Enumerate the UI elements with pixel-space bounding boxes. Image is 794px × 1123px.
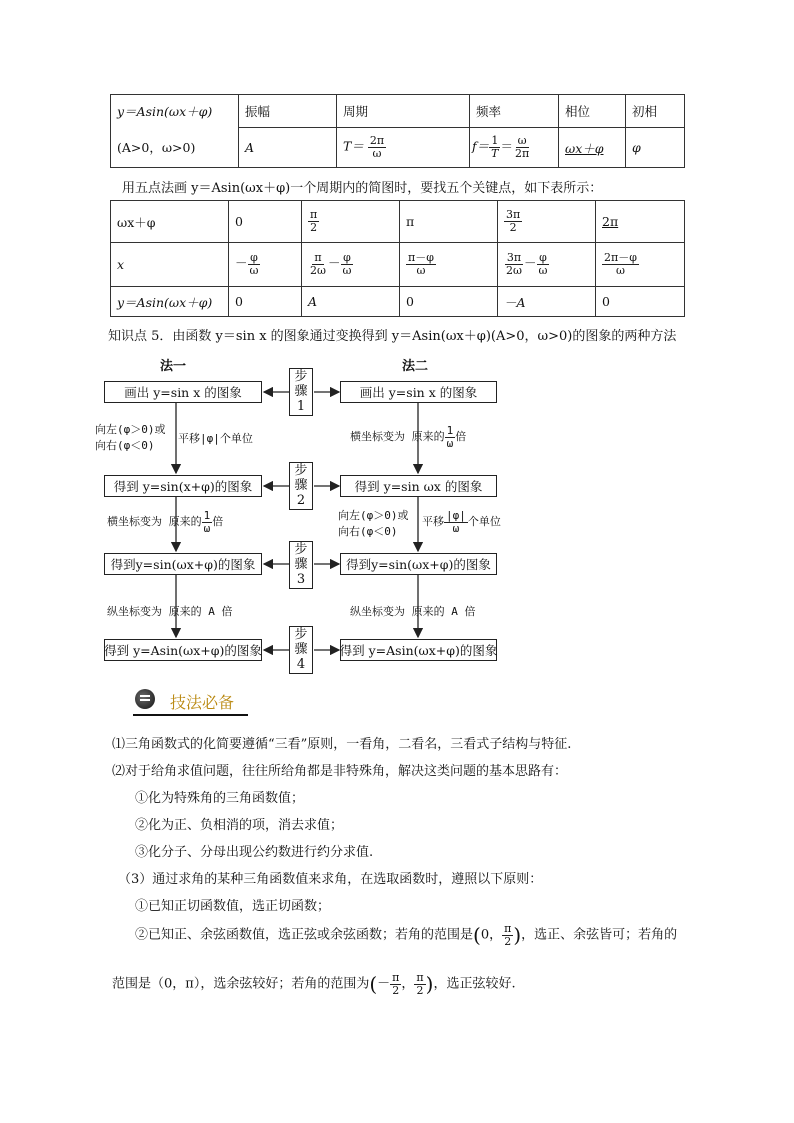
table1-header-phase: 相位 — [559, 95, 626, 128]
table2-row-header-x: x — [111, 243, 229, 287]
right-step3-box: 得到y=sin(ωx+φ)的图象 — [340, 553, 497, 575]
table1-header-frequency: 频率 — [470, 95, 559, 128]
table2-cell: $\frac{3\pi}{2}$ — [498, 201, 596, 243]
tip-3-c: 范围是（0，π），选余弦较好；若角的范围为(－ $\frac{\pi}{2}$ ， $\frac{\pi}{2}$ )，选正弦较好. — [112, 971, 516, 997]
left-note-shift-amount: 平移|φ|个单位 — [178, 432, 253, 445]
table2-cell: π — [400, 201, 498, 243]
table2-cell: 0 — [229, 201, 302, 243]
tip-3-b: ②已知正、余弦函数值，选正弦或余弦函数；若角的范围是(0， $\frac{\pi}{2}$ )，选正、余弦皆可；若角的 — [135, 922, 678, 948]
left-step3-box: 得到y=sin(ωx+φ)的图象 — [104, 553, 262, 575]
step2-box: 步 骤 2 — [289, 462, 313, 510]
table2-cell: $\frac{\pi-\varphi}{\omega}$ — [400, 243, 498, 287]
table2-row-header-angle: ωx＋φ — [111, 201, 229, 243]
table1-amplitude-value: A — [239, 128, 337, 168]
table2-cell: 0 — [229, 287, 302, 317]
table1-condition: (A>0，ω>0) — [111, 128, 239, 168]
left-note-vertical-scale: 纵坐标变为 原来的 A 倍 — [107, 605, 233, 618]
section-icon — [135, 689, 155, 709]
step3-box: 步 骤 3 — [289, 541, 313, 589]
right-note-horizontal-scale: 横坐标变为 原来的 $\frac{1}{\omega}$ 倍 — [350, 424, 467, 450]
section-underline — [133, 714, 248, 716]
left-note-horizontal-scale: 横坐标变为 原来的 $\frac{1}{\omega}$ 倍 — [107, 509, 224, 535]
tip-2: ⑵对于给角求值问题，往往所给角都是非特殊角，解决这类问题的基本思路有： — [112, 764, 568, 779]
step1-box: 步 骤 1 — [289, 368, 313, 416]
left-step4-box: 得到 y=Asin(ωx+φ)的图象 — [104, 639, 262, 661]
knowledge-point-5: 知识点 5．由函数 y＝sin x 的图象通过变换得到 y＝Asin(ωx＋φ)(A>0，ω>0)的图象的两种方法 — [108, 329, 677, 344]
right-step1-box: 画出 y=sin x 的图象 — [340, 381, 497, 403]
right-note-shift-amount: 平移 $\frac{|\varphi|}{\omega}$ 个单位 — [422, 509, 501, 535]
table2-row-header-y: y＝Asin(ωx＋φ) — [111, 287, 229, 317]
table2-cell: $\frac{\pi}{2}$ — [302, 201, 400, 243]
tip-1: ⑴三角函数式的化简要遵循“三看”原则，一看角，二看名，三看式子结构与特征. — [112, 737, 572, 752]
table1-phase-value: ωx＋φ — [559, 128, 626, 168]
five-point-intro: 用五点法画 y＝Asin(ωx＋φ)一个周期内的简图时，要找五个关键点，如下表所示： — [122, 181, 603, 196]
section-title: 技法必备 — [170, 693, 235, 712]
tip-3-a: ①已知正切函数值，选正切函数； — [135, 899, 331, 914]
tip-2-b: ②化为正、负相消的项，消去求值； — [135, 818, 344, 833]
table1-initial-phase-value: φ — [626, 128, 685, 168]
table2-cell: － $\frac{\varphi}{\omega}$ — [229, 243, 302, 287]
right-note-vertical-scale: 纵坐标变为 原来的 A 倍 — [350, 605, 476, 618]
table2-cell: 0 — [400, 287, 498, 317]
table1-header-amplitude: 振幅 — [239, 95, 337, 128]
table2-cell: 2π — [596, 201, 685, 243]
table1-header-initial-phase: 初相 — [626, 95, 685, 128]
right-note-shift: 向左(φ＞0)或 向右(φ＜0) — [338, 509, 409, 538]
right-step4-box: 得到 y=Asin(ωx+φ)的图象 — [340, 639, 497, 661]
table2-cell: $\frac{\pi}{2\omega}$ － $\frac{\varphi}{\omega}$ — [302, 243, 400, 287]
table2-cell: －A — [498, 287, 596, 317]
method-two-title: 法二 — [402, 359, 429, 374]
left-step2-box: 得到 y=sin(x+φ)的图象 — [104, 475, 262, 497]
table2-cell: 0 — [596, 287, 685, 317]
tip-3: （3）通过求角的某种三角函数值来求角，在选取函数时，遵照以下原则： — [118, 872, 543, 887]
left-note-shift: 向左(φ＞0)或 向右(φ＜0) — [95, 423, 166, 452]
right-step2-box: 得到 y=sin ωx 的图象 — [340, 475, 497, 497]
method-one-title: 法一 — [160, 359, 187, 374]
tip-2-c: ③化分子、分母出现公约数进行约分求值. — [135, 845, 374, 860]
table2-cell: A — [302, 287, 400, 317]
table1-header-period: 周期 — [337, 95, 470, 128]
table1-period-value: T＝ $\frac{2\pi}{\omega}$ — [337, 128, 470, 168]
table2-cell: $\frac{2\pi-\varphi}{\omega}$ — [596, 243, 685, 287]
step4-box: 步 骤 4 — [289, 626, 313, 674]
left-step1-box: 画出 y=sin x 的图象 — [104, 381, 262, 403]
tip-2-a: ①化为特殊角的三角函数值； — [135, 791, 305, 806]
table1-header-formula: y＝Asin(ωx＋φ) — [111, 95, 239, 128]
table2-cell: $\frac{3\pi}{2\omega}$ － $\frac{\varphi}{\omega}$ — [498, 243, 596, 287]
table1-frequency-value: f＝ $\frac{1}{T}$ ＝ $\frac{\omega}{2\pi}$ — [470, 128, 559, 168]
